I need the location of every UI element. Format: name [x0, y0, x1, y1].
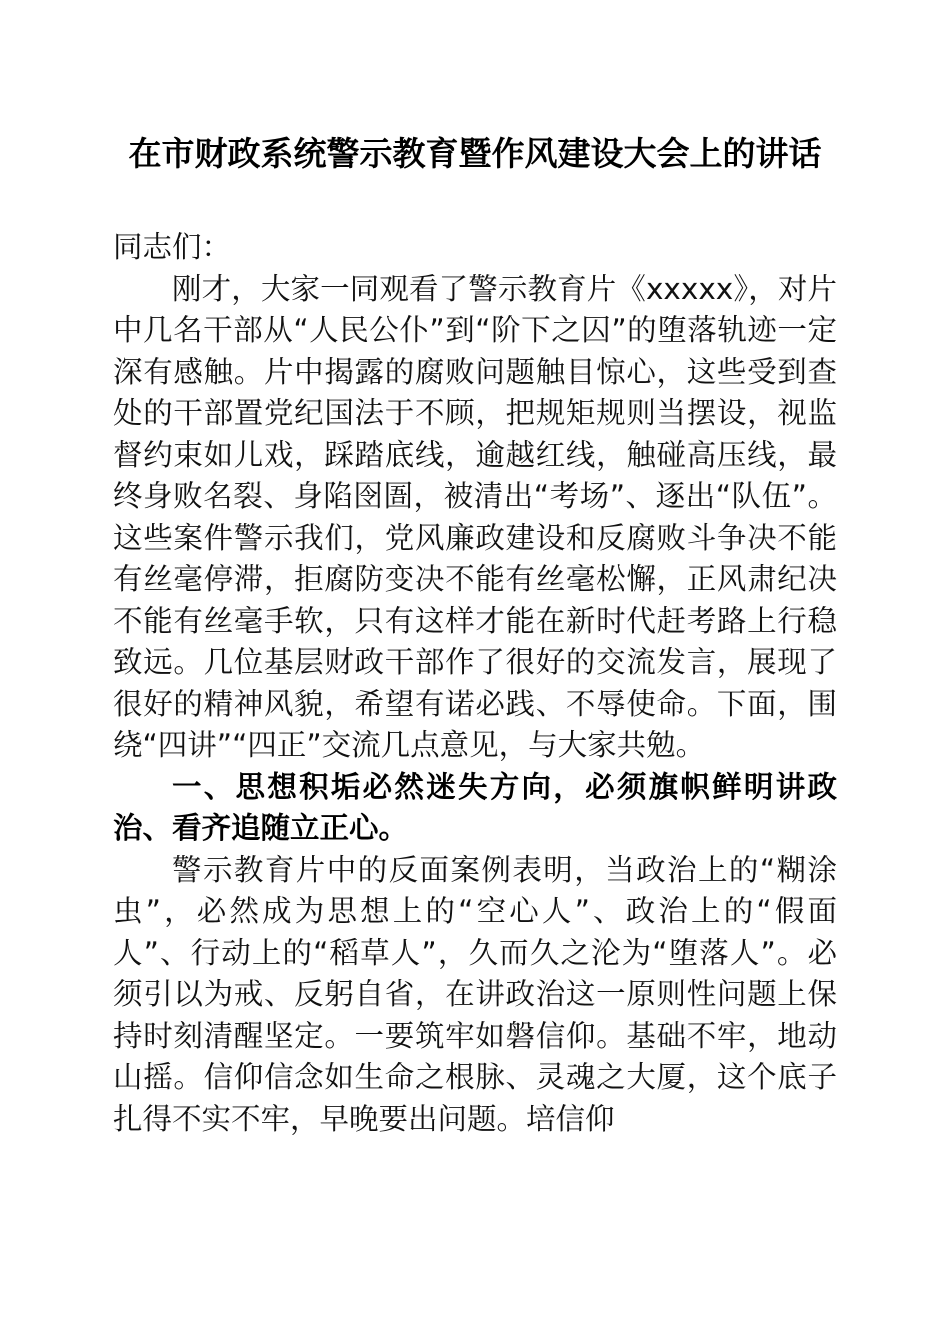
body-paragraph-2: 警示教育片中的反面案例表明，当政治上的“糊涂虫”，必然成为思想上的“空心人”、政治上的“假面人”、行动上的“稻草人”，久而久之沦为“堕落人”。必须引以为戒、反躬自省，在讲政治这一原则性问题上保持时刻清醒坚定。一要筑牢如磐信仰。基础不牢，地动山摇。信仰信念如生命之根脉、灵魂之大厦，这个底子扎得不实不牢，早晚要出问题。培信仰	[113, 852, 837, 1136]
section-heading-1: 一、思想积垢必然迷失方向，必须旗帜鲜明讲政治、看齐追随立正心。	[113, 770, 837, 845]
salutation: 同志们：	[113, 230, 232, 264]
page-title: 在市财政系统警示教育暨作风建设大会上的讲话	[128, 134, 822, 173]
body-paragraph-1: 刚才，大家一同观看了警示教育片《xxxxx》，对片中几名干部从“人民公仆”到“阶下之囚”的堕落轨迹一定深有感触。片中揭露的腐败问题触目惊心，这些受到查处的干部置党纪国法于不顾，把规矩规则当摆设，视监督约束如儿戏，踩踏底线，逾越红线，触碰高压线，最终身败名裂、身陷囹圄，被清出“考场”、逐出“队伍”。这些案件警示我们，党风廉政建设和反腐败斗争决不能有丝毫停滞，拒腐防变决不能有丝毫松懈，正风肃纪决不能有丝毫手软，只有这样才能在新时代赶考路上行稳致远。几位基层财政干部作了很好的交流发言，展现了很好的精神风貌，希望有诺必践、不辱使命。下面，围绕“四讲”“四正”交流几点意见，与大家共勉。	[113, 271, 837, 762]
document-content	[113, 0, 837, 1140]
